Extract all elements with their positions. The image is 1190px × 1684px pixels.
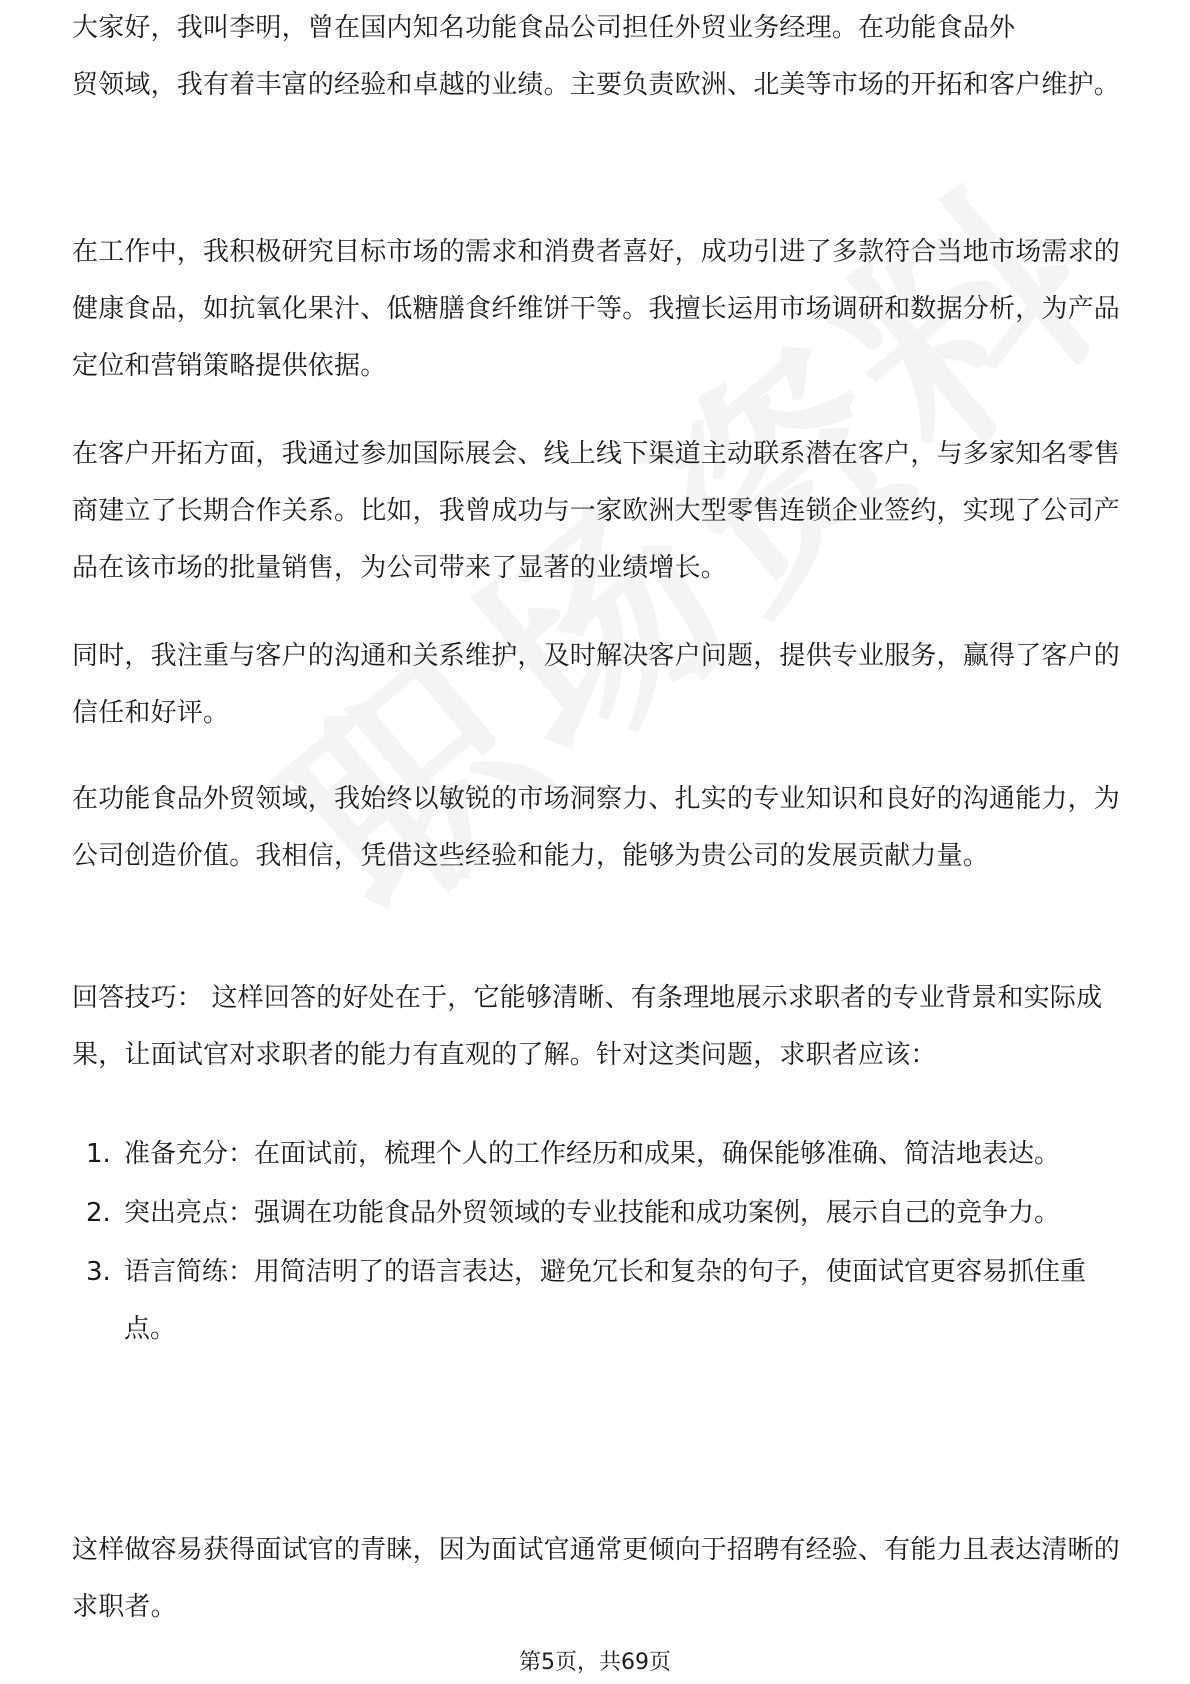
list-item — [72, 1185, 1122, 1242]
tips-list — [72, 1126, 1122, 1360]
paragraph-client-development: 在客户开拓方面，我通过参加国际展会、线上线下渠道主动联系潜在客户，与多家知名零售商建立了长期合作关系。比如，我曾成功与一家欧洲大型零售连锁企业签约，实现了公司产品在该市场的批量销售，为公司带来了显著的业绩增长。 — [72, 439, 1121, 583]
paragraph-summary: 在功能食品外贸领域，我始终以敏锐的市场洞察力、扎实的专业知识和良好的沟通能力，为公司创造价值。我相信，凭借这些经验和能力，能够为贵公司的发展贡献力量。 — [72, 784, 1121, 871]
list-item — [72, 1244, 1122, 1358]
paragraph-intro-rest: 贸领域，我有着丰富的经验和卓越的业绩。主要负责欧洲、北美等市场的开拓和客户维护。 — [72, 70, 1121, 100]
list-item-number: 3. — [86, 1257, 111, 1287]
list-item-text: 突出亮点：强调在功能食品外贸领域的专业技能和成功案例，展示自己的竞争力。 — [124, 1198, 1061, 1228]
paragraph-intro-cut-line: 大家好，我叫李明，曾在国内知名功能食品公司担任外贸业务经理。在功能食品外 — [72, 13, 1016, 43]
list-item — [72, 1126, 1122, 1183]
list-item-text: 语言简练：用简洁明了的语言表达，避免冗长和复杂的句子，使面试官更容易抓住重点。 — [124, 1257, 1087, 1344]
paragraph-client-relations: 同时，我注重与客户的沟通和关系维护，及时解决客户问题，提供专业服务，赢得了客户的信任和好评。 — [72, 641, 1121, 728]
list-item-text: 准备充分：在面试前，梳理个人的工作经历和成果，确保能够准确、简洁地表达。 — [124, 1139, 1061, 1169]
list-item-number: 2. — [86, 1198, 111, 1228]
paragraph-conclusion: 这样做容易获得面试官的青睐，因为面试官通常更倾向于招聘有经验、有能力且表达清晰的求职者。 — [72, 1535, 1121, 1622]
paragraph-answer-tips: 回答技巧： 这样回答的好处在于，它能够清晰、有条理地展示求职者的专业背景和实际成果，让面试官对求职者的能力有直观的了解。针对这类问题，求职者应该： — [72, 983, 1103, 1070]
page-number: 第5页，共69页 — [519, 1650, 671, 1675]
list-item-number: 1. — [86, 1139, 111, 1169]
paragraph-market-research: 在工作中，我积极研究目标市场的需求和消费者喜好，成功引进了多款符合当地市场需求的健康食品，如抗氧化果汁、低糖膳食纤维饼干等。我擅长运用市场调研和数据分析，为产品定位和营销策略提供依据。 — [72, 237, 1121, 381]
paragraph-intro — [72, 13, 1122, 114]
